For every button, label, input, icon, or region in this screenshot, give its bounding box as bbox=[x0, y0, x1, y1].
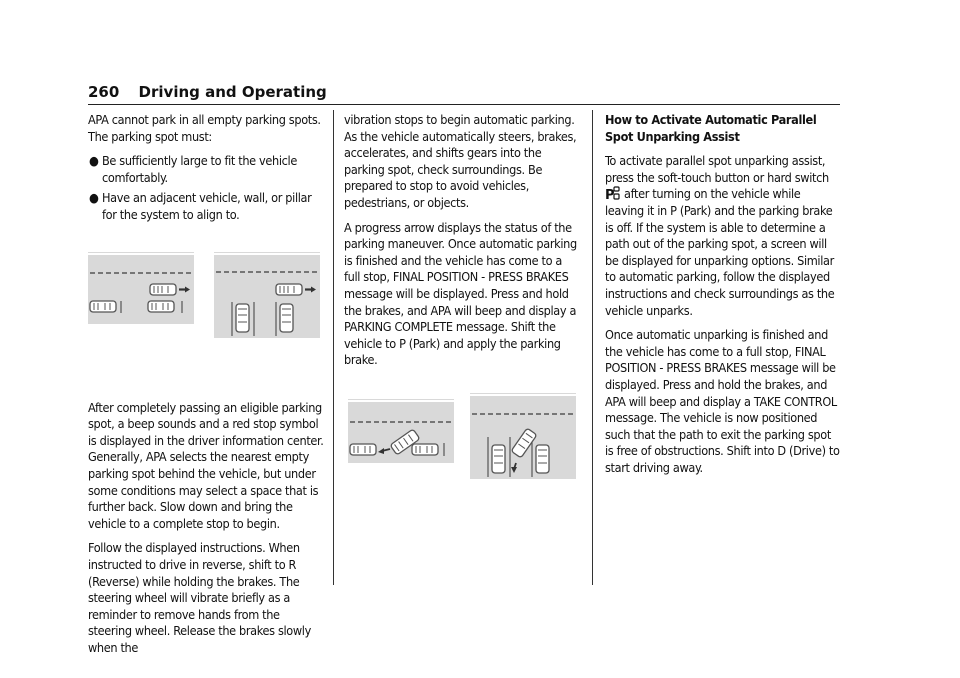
parking-diagrams bbox=[88, 252, 326, 374]
perpendicular-unparking-diagram bbox=[470, 393, 576, 479]
bullet-icon: ● bbox=[89, 190, 99, 206]
page-number: 260 bbox=[88, 83, 120, 101]
svg-text:P: P bbox=[605, 188, 615, 202]
column-divider bbox=[592, 110, 593, 585]
requirements-list bbox=[88, 153, 326, 223]
section-heading: How to Activate Automatic Parallel Spot Unparking Assist bbox=[605, 112, 817, 144]
perpendicular-parking-diagram bbox=[214, 252, 320, 338]
list-item: ● Be sufficiently large to fit the vehicle comfortably. bbox=[89, 153, 297, 185]
parallel-parking-diagram bbox=[88, 252, 194, 324]
parallel-unparking-diagram bbox=[348, 399, 454, 463]
park-assist-icon bbox=[605, 186, 621, 201]
column-divider bbox=[333, 110, 334, 585]
section-title: Driving and Operating bbox=[138, 83, 327, 101]
paragraph: Follow the displayed instructions. When instructed to drive in reverse, shift to R (Reverse) while holding the brakes. The steering wheel will vibrate briefly as a reminder to remove hands from the steering wheel. Release the brakes slowly when the bbox=[88, 540, 311, 655]
unparking-diagrams bbox=[344, 399, 580, 499]
column-1 bbox=[88, 112, 326, 664]
column-3 bbox=[605, 112, 841, 484]
paragraph: vibration stops to begin automatic parking. As the vehicle automatically steers, brakes, accelerates, and shifts gears into the parking spot, check surroundings. Be prepared to stop to avoid vehicles, pedestrians, or objects. bbox=[344, 112, 577, 210]
intro-paragraph: APA cannot park in all empty parking spots. The parking spot must: bbox=[88, 112, 321, 144]
list-item: ● Have an adjacent vehicle, wall, or pillar for the system to align to. bbox=[89, 190, 312, 222]
paragraph: After completely passing an eligible parking spot, a beep sounds and a red stop symbol is displayed in the driver information center. Generally, APA selects the nearest empty parking spot behind the vehicle, but under some conditions may select a space that is further back. Slow down and bring the vehicle to a complete stop to begin. bbox=[88, 399, 324, 531]
column-2 bbox=[344, 112, 580, 499]
paragraph: To activate parallel spot unparking assist, press the soft-touch button or hard switch P after turning on the vehicle while leaving it in P (Park) and the parking brake is off. If the system is able to determine a path out of the parking spot, a screen will be displayed for unparking options. Similar to automatic parking, follow the displayed instructions and check surroundings as the vehicle unparks. bbox=[605, 153, 835, 318]
page-header bbox=[88, 82, 840, 105]
bullet-icon: ● bbox=[89, 153, 99, 169]
paragraph: Once automatic unparking is finished and the vehicle has come to a full stop, FINAL POSITION - PRESS BRAKES message will be displayed. Press and hold the brakes, and APA will beep and display a TAKE CONTROL message. The vehicle is now positioned such that the path to exit the parking spot is free of obstructions. Shift into D (Drive) to start driving away. bbox=[605, 327, 840, 475]
paragraph: A progress arrow displays the status of the parking maneuver. Once automatic parking is finished and the vehicle has come to a full stop, FINAL POSITION - PRESS BRAKES message will be displayed. Press and hold the brakes, and APA will beep and display a PARKING COMPLETE message. Shift the vehicle to P (Park) and apply the parking brake. bbox=[344, 219, 577, 368]
